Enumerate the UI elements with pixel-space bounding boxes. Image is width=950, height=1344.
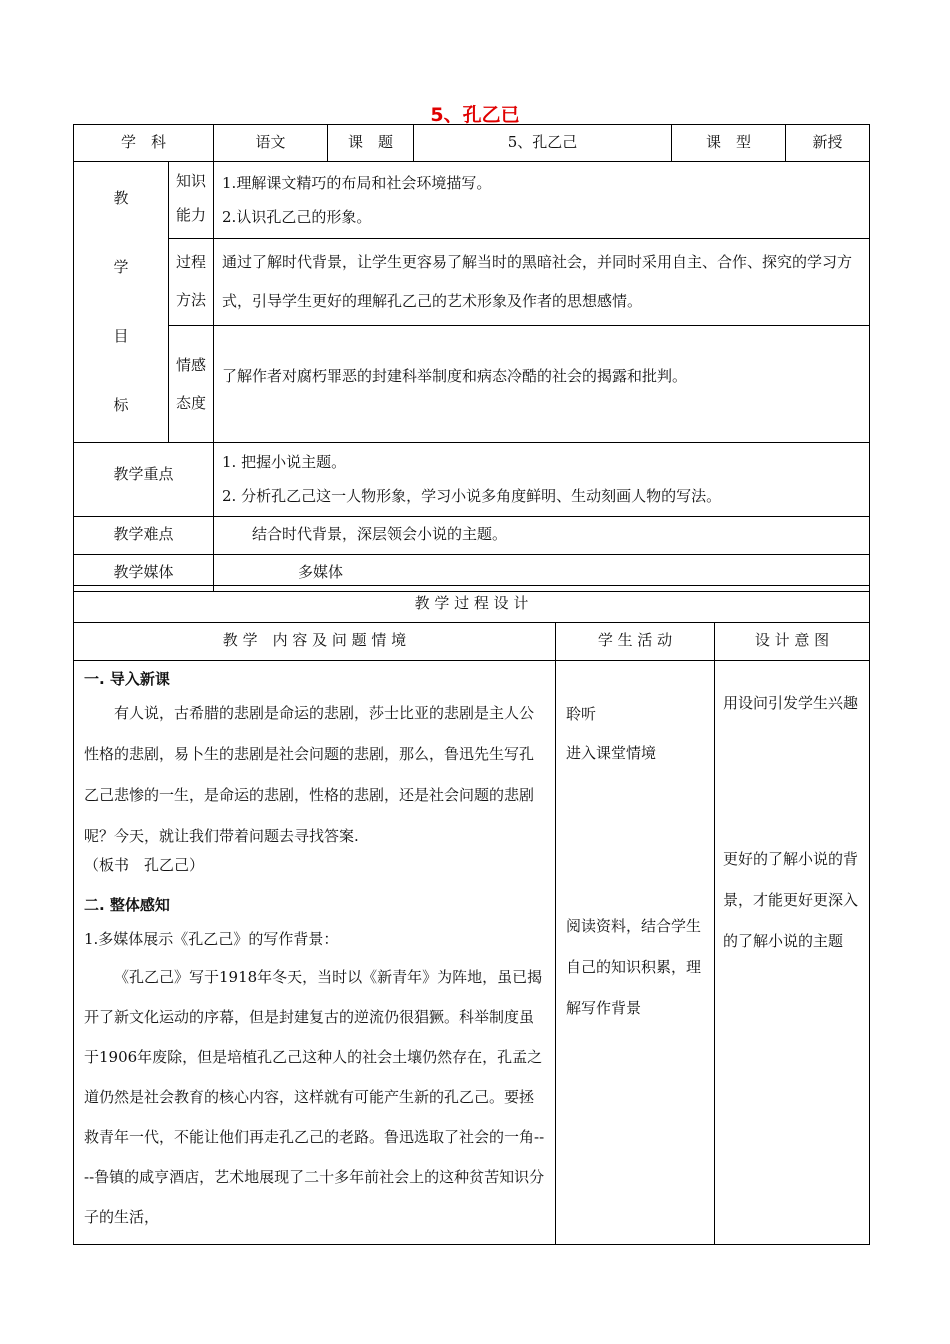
subject-value: 语文 [214, 125, 328, 162]
knowledge-content: 1.理解课文精巧的布局和社会环境描写。 2.认识孔乙己的形象。 [214, 162, 870, 239]
student-activity-1: 聆听 [566, 705, 597, 723]
lesson-info-table [73, 124, 870, 592]
intro-paragraph: 有人说，古希腊的悲剧是命运的悲剧，莎士比亚的悲剧是主人公性格的悲剧，易卜生的悲剧是社会问题的悲剧，那么，鲁迅先生写孔乙己悲惨的一生，是命运的悲剧，性格的悲剧，还是社会问题的悲剧呢？今天，就让我们带着问题去寻找答案. [84, 704, 535, 845]
section-heading-overview: 二. 整体感知 [84, 896, 170, 914]
topic-label: 课 题 [328, 125, 414, 162]
objectives-label: 教 学 目 标 [74, 162, 169, 443]
topic-value: 5、孔乙己 [414, 125, 672, 162]
media-content: 多媒体 [214, 555, 870, 592]
type-label: 课 型 [672, 125, 786, 162]
student-activity-cell [556, 661, 715, 1245]
column-intent-header: 设 计 意 图 [715, 623, 870, 661]
process-design-table [73, 585, 870, 1245]
design-intent-cell [715, 661, 870, 1245]
process-label: 过程 方法 [169, 239, 214, 326]
difficulty-content: 结合时代背景，深层领会小说的主题。 [214, 517, 870, 555]
background-paragraph: 《孔乙己》写于1918年冬天，当时以《新青年》为阵地，虽已揭开了新文化运动的序幕，但是封建复古的逆流仍很猖獗。科举制度虽于1906年废除，但是培植孔乙己这种人的社会土壤仍然存在，孔孟之道仍然是社会教育的核心内容，这样就有可能产生新的孔乙己。要拯救青年一代，不能让他们再走孔乙己的老路。鲁迅选取了社会的一角----鲁镇的咸亨酒店，艺术地展现了二十多年前社会上的这种贫苦知识分子的生活， [84, 968, 545, 1226]
emotion-label: 情感 态度 [169, 326, 214, 443]
process-content: 通过了解时代背景，让学生更容易了解当时的黑暗社会，并同时采用自主、合作、探究的学习方式，引导学生更好的理解孔乙己的艺术形象及作者的思想感情。 [214, 239, 870, 326]
knowledge-label: 知识 能力 [169, 162, 214, 239]
section-heading-intro: 一. 导入新课 [84, 670, 170, 688]
process-design-title: 教 学 过 程 设 计 [74, 586, 870, 623]
content-cell [74, 661, 556, 1245]
board-note: （板书 孔乙己） [84, 856, 205, 874]
student-activity-2: 进入课堂情境 [566, 744, 657, 762]
document-title: 5、孔乙已 [430, 104, 520, 126]
subject-label: 学 科 [74, 125, 214, 162]
media-label: 教学媒体 [74, 555, 214, 592]
column-student-header: 学 生 活 动 [556, 623, 715, 661]
difficulty-label: 教学难点 [74, 517, 214, 555]
background-item: 1.多媒体展示《孔乙己》的写作背景： [84, 930, 339, 948]
key-points-label: 教学重点 [74, 443, 214, 517]
design-intent-2: 更好的了解小说的背景，才能更好更深入的了解小说的主题 [723, 850, 859, 950]
emotion-content: 了解作者对腐朽罪恶的封建科举制度和病态冷酷的社会的揭露和批判。 [214, 326, 870, 443]
type-value: 新授 [786, 125, 870, 162]
design-intent-1: 用设问引发学生兴趣 [723, 694, 859, 712]
student-activity-3: 阅读资料，结合学生自己的知识积累，理解写作背景 [566, 917, 702, 1017]
key-points-content: 1. 把握小说主题。 2. 分析孔乙己这一人物形象，学习小说多角度鲜明、生动刻画人物的写法。 [214, 443, 870, 517]
column-content-header: 教 学 内 容 及 问 题 情 境 [74, 623, 556, 661]
